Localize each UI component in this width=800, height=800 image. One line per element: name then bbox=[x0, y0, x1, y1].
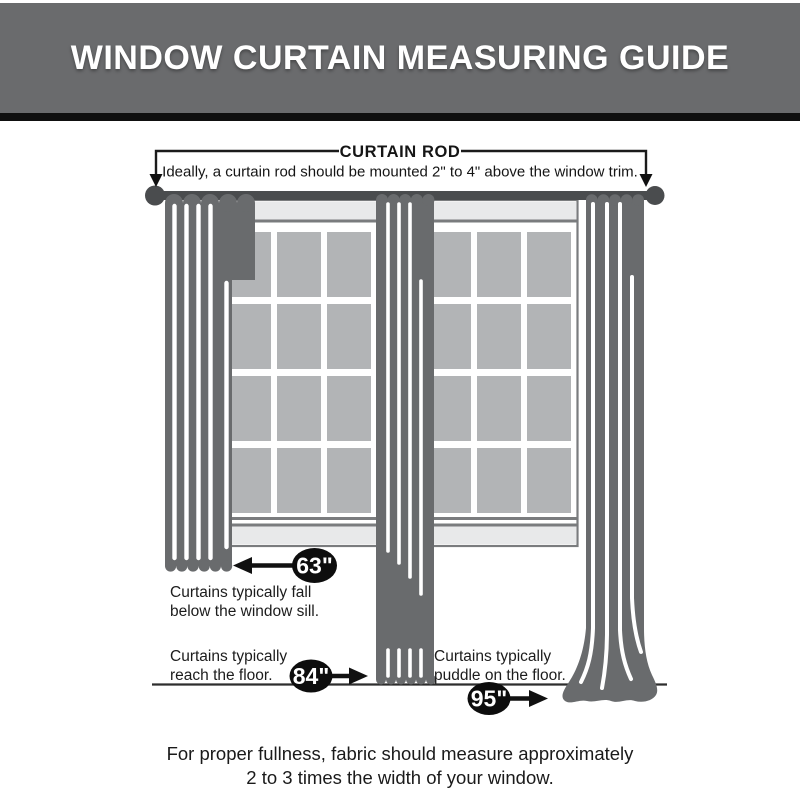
window-pane bbox=[527, 232, 571, 297]
arrow-right-icon bbox=[529, 690, 548, 707]
note-floor-line2: reach the floor. bbox=[170, 667, 273, 684]
curtain-scallop bbox=[237, 194, 255, 212]
window-pane bbox=[527, 304, 571, 369]
curtain-scallop bbox=[187, 560, 198, 571]
window-pane bbox=[227, 448, 271, 513]
window-pane bbox=[227, 376, 271, 441]
window-pane bbox=[477, 304, 521, 369]
curtain-scallop bbox=[632, 194, 644, 206]
window-pane bbox=[327, 448, 371, 513]
note-puddle-line2: puddle on the floor. bbox=[434, 667, 566, 684]
measurement-84 bbox=[290, 660, 369, 693]
rod-finial-right bbox=[646, 186, 665, 205]
page-title: WINDOW CURTAIN MEASURING GUIDE bbox=[70, 38, 730, 77]
curtain-scallop bbox=[221, 560, 232, 571]
curtain-scallop bbox=[219, 194, 237, 212]
window-pane bbox=[277, 232, 321, 297]
header-divider bbox=[0, 113, 800, 121]
measurement-value: 84" bbox=[292, 663, 330, 689]
arrow-down-icon bbox=[150, 174, 163, 187]
curtain-middle-body bbox=[376, 200, 434, 680]
rod-finial-left bbox=[145, 186, 165, 206]
rod-note: Ideally, a curtain rod should be mounted 2" to 4" above the window trim. bbox=[162, 163, 638, 181]
note-sill-line1: Curtains typically fall bbox=[170, 584, 312, 601]
measurement-95 bbox=[468, 682, 549, 715]
curtain-scallop bbox=[210, 560, 221, 571]
window-pane bbox=[327, 376, 371, 441]
measurement-value: 95" bbox=[470, 685, 508, 712]
arrow-left-icon bbox=[233, 557, 252, 574]
footer-note-line2: 2 to 3 times the width of your window. bbox=[246, 767, 554, 788]
curtain-panel-middle bbox=[376, 194, 436, 685]
arrow-down-icon bbox=[640, 174, 653, 187]
curtain-scallop bbox=[165, 560, 176, 571]
rod-label: CURTAIN ROD bbox=[339, 143, 461, 161]
curtain-scallop bbox=[176, 560, 187, 571]
window-pane bbox=[477, 448, 521, 513]
curtain-scallop bbox=[199, 560, 210, 571]
window-pane bbox=[477, 232, 521, 297]
measurement-63 bbox=[233, 548, 337, 583]
measurement-value: 63" bbox=[296, 552, 333, 579]
window-pane bbox=[277, 376, 321, 441]
window-pane bbox=[277, 448, 321, 513]
note-puddle-line1: Curtains typically bbox=[434, 648, 552, 665]
window-pane bbox=[527, 376, 571, 441]
curtain-scallop bbox=[411, 194, 423, 206]
header-banner bbox=[0, 3, 800, 113]
curtain-scallop bbox=[621, 194, 633, 206]
footer-note-line1: For proper fullness, fabric should measure approximately bbox=[166, 743, 634, 764]
curtain-scallop bbox=[422, 194, 434, 206]
note-sill-line2: below the window sill. bbox=[170, 603, 320, 620]
window-pane bbox=[477, 376, 521, 441]
note-floor-line1: Curtains typically bbox=[170, 648, 288, 665]
window-pane bbox=[227, 304, 271, 369]
curtain-scallop bbox=[376, 675, 386, 685]
window-pane bbox=[327, 232, 371, 297]
window-pane bbox=[277, 304, 321, 369]
arrow-right-icon bbox=[349, 668, 368, 685]
curtain-middle-top-scallops bbox=[376, 194, 434, 206]
window-pane bbox=[327, 304, 371, 369]
window-pane bbox=[527, 448, 571, 513]
